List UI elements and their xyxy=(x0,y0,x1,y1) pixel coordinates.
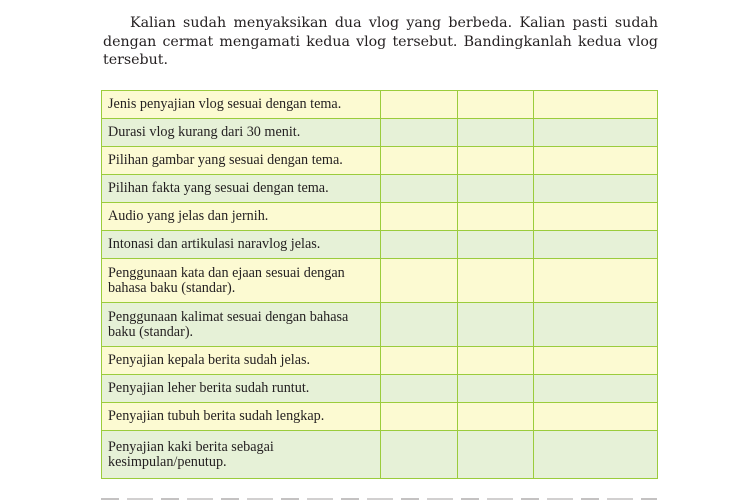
cut-off-text-line xyxy=(101,492,657,500)
answer-cell[interactable] xyxy=(381,403,458,431)
answer-cell[interactable] xyxy=(381,203,458,231)
answer-cell[interactable] xyxy=(458,259,534,303)
criterion-cell: Penyajian leher berita sudah runtut. xyxy=(102,375,381,403)
answer-cell[interactable] xyxy=(458,147,534,175)
criterion-cell: Pilihan gambar yang sesuai dengan tema. xyxy=(102,147,381,175)
criterion-cell: Penggunaan kata dan ejaan sesuai dengan bahasa baku (standar). xyxy=(102,259,381,303)
answer-cell[interactable] xyxy=(534,431,658,479)
table-row xyxy=(102,431,658,479)
table-row xyxy=(102,91,658,119)
answer-cell[interactable] xyxy=(381,91,458,119)
answer-cell[interactable] xyxy=(381,119,458,147)
criterion-cell: Pilihan fakta yang sesuai dengan tema. xyxy=(102,175,381,203)
criterion-cell: Penyajian kepala berita sudah jelas. xyxy=(102,347,381,375)
answer-cell[interactable] xyxy=(381,347,458,375)
answer-cell[interactable] xyxy=(458,431,534,479)
answer-cell[interactable] xyxy=(458,375,534,403)
criterion-cell: Intonasi dan artikulasi naravlog jelas. xyxy=(102,231,381,259)
answer-cell[interactable] xyxy=(381,259,458,303)
table-row xyxy=(102,203,658,231)
table-row xyxy=(102,119,658,147)
answer-cell[interactable] xyxy=(458,403,534,431)
answer-cell[interactable] xyxy=(534,303,658,347)
comparison-table-container xyxy=(101,90,657,479)
table-row xyxy=(102,231,658,259)
answer-cell[interactable] xyxy=(534,119,658,147)
answer-cell[interactable] xyxy=(534,175,658,203)
answer-cell[interactable] xyxy=(458,231,534,259)
answer-cell[interactable] xyxy=(534,203,658,231)
intro-paragraph: Kalian sudah menyaksikan dua vlog yang berbeda. Kalian pasti sudah dengan cermat mengamati kedua vlog tersebut. Bandingkanlah kedua vlog tersebut. xyxy=(103,15,658,68)
criterion-cell: Durasi vlog kurang dari 30 menit. xyxy=(102,119,381,147)
answer-cell[interactable] xyxy=(458,347,534,375)
answer-cell[interactable] xyxy=(534,91,658,119)
answer-cell[interactable] xyxy=(458,303,534,347)
criterion-cell: Jenis penyajian vlog sesuai dengan tema. xyxy=(102,91,381,119)
table-row xyxy=(102,375,658,403)
answer-cell[interactable] xyxy=(534,375,658,403)
answer-cell[interactable] xyxy=(534,403,658,431)
answer-cell[interactable] xyxy=(458,203,534,231)
answer-cell[interactable] xyxy=(381,147,458,175)
criterion-cell: Penyajian kaki berita sebagai kesimpulan/penutup. xyxy=(102,431,381,479)
vlog-comparison-table xyxy=(101,90,658,479)
answer-cell[interactable] xyxy=(458,91,534,119)
answer-cell[interactable] xyxy=(534,147,658,175)
criterion-cell: Penyajian tubuh berita sudah lengkap. xyxy=(102,403,381,431)
answer-cell[interactable] xyxy=(534,347,658,375)
table-row xyxy=(102,403,658,431)
answer-cell[interactable] xyxy=(381,231,458,259)
table-row xyxy=(102,175,658,203)
table-row xyxy=(102,259,658,303)
table-row xyxy=(102,303,658,347)
table-row xyxy=(102,147,658,175)
criterion-cell: Audio yang jelas dan jernih. xyxy=(102,203,381,231)
answer-cell[interactable] xyxy=(381,303,458,347)
answer-cell[interactable] xyxy=(381,175,458,203)
criterion-cell: Penggunaan kalimat sesuai dengan bahasa baku (standar). xyxy=(102,303,381,347)
answer-cell[interactable] xyxy=(458,175,534,203)
answer-cell[interactable] xyxy=(534,259,658,303)
answer-cell[interactable] xyxy=(381,375,458,403)
answer-cell[interactable] xyxy=(381,431,458,479)
answer-cell[interactable] xyxy=(534,231,658,259)
answer-cell[interactable] xyxy=(458,119,534,147)
table-row xyxy=(102,347,658,375)
